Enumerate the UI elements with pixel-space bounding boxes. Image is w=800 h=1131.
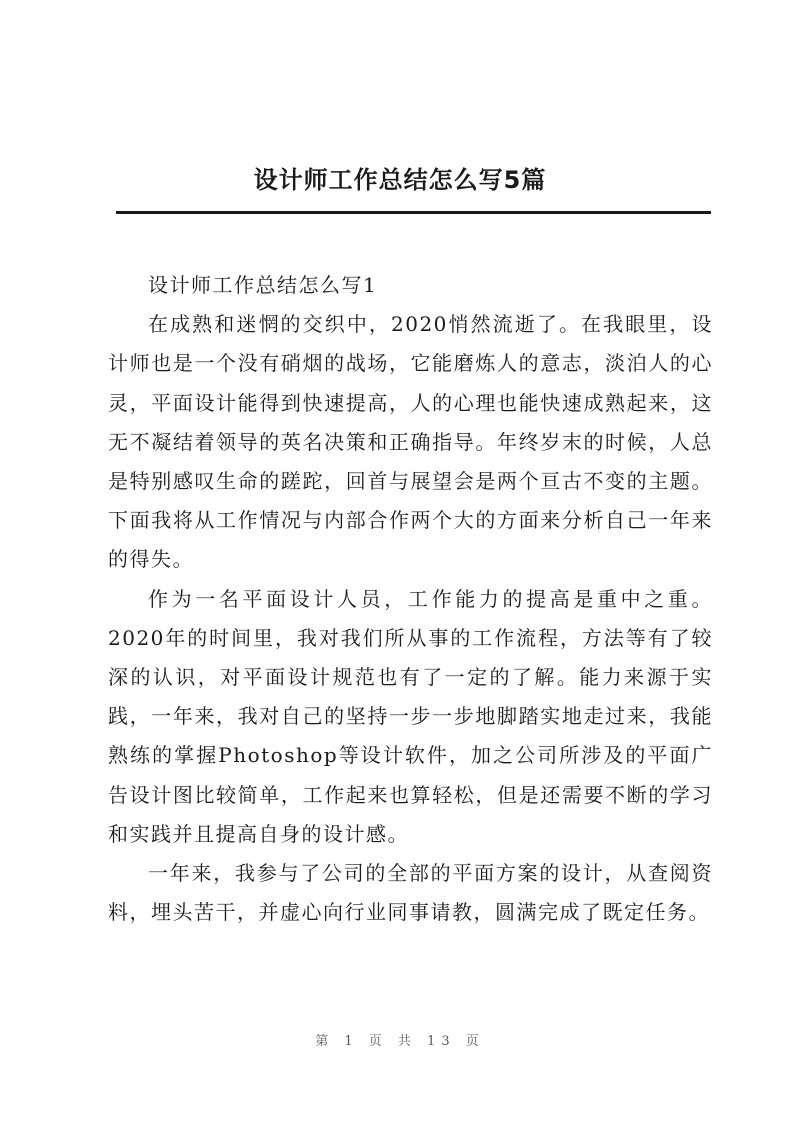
body-paragraph: 一年来，我参与了公司的全部的平面方案的设计，从查阅资料，埋头苦干，并虚心向行业同事请教，圆满完成了既定任务。 xyxy=(108,861,713,925)
page-footer: 第 1 页 共 13 页 xyxy=(315,1034,485,1049)
body-paragraph: 作为一名平面设计人员，工作能力的提高是重中之重。2020年的时间里，我对我们所从事的工作流程，方法等有了较深的认识，对平面设计规范也有了一定的了解。能力来源于实践，一年来，我对自己的坚持一步一步地脚踏实地走过来，我能熟练的掌握Photoshop等设计软件，加之公司所涉及的平面广告设计图比较简单，工作起来也算轻松，但是还需要不断的学习和实践并且提高自身的设计感。 xyxy=(108,586,713,846)
body-paragraph: 在成熟和迷惘的交织中，2020悄然流逝了。在我眼里，设计师也是一个没有硝烟的战场，它能磨炼人的意志，淡泊人的心灵，平面设计能得到快速提高，人的心理也能快速成熟起来，这无不凝结着领导的英名决策和正确指导。年终岁末的时候，人总是特别感叹生命的蹉跎，回首与展望会是两个亘古不变的主题。下面我将从工作情况与内部合作两个大的方面来分析自己一年来的得失。 xyxy=(108,312,713,572)
title-divider xyxy=(116,211,711,214)
document-body xyxy=(108,266,713,932)
section-heading: 设计师工作总结怎么写1 xyxy=(148,273,378,297)
document-title: 设计师工作总结怎么写5篇 xyxy=(253,166,547,194)
